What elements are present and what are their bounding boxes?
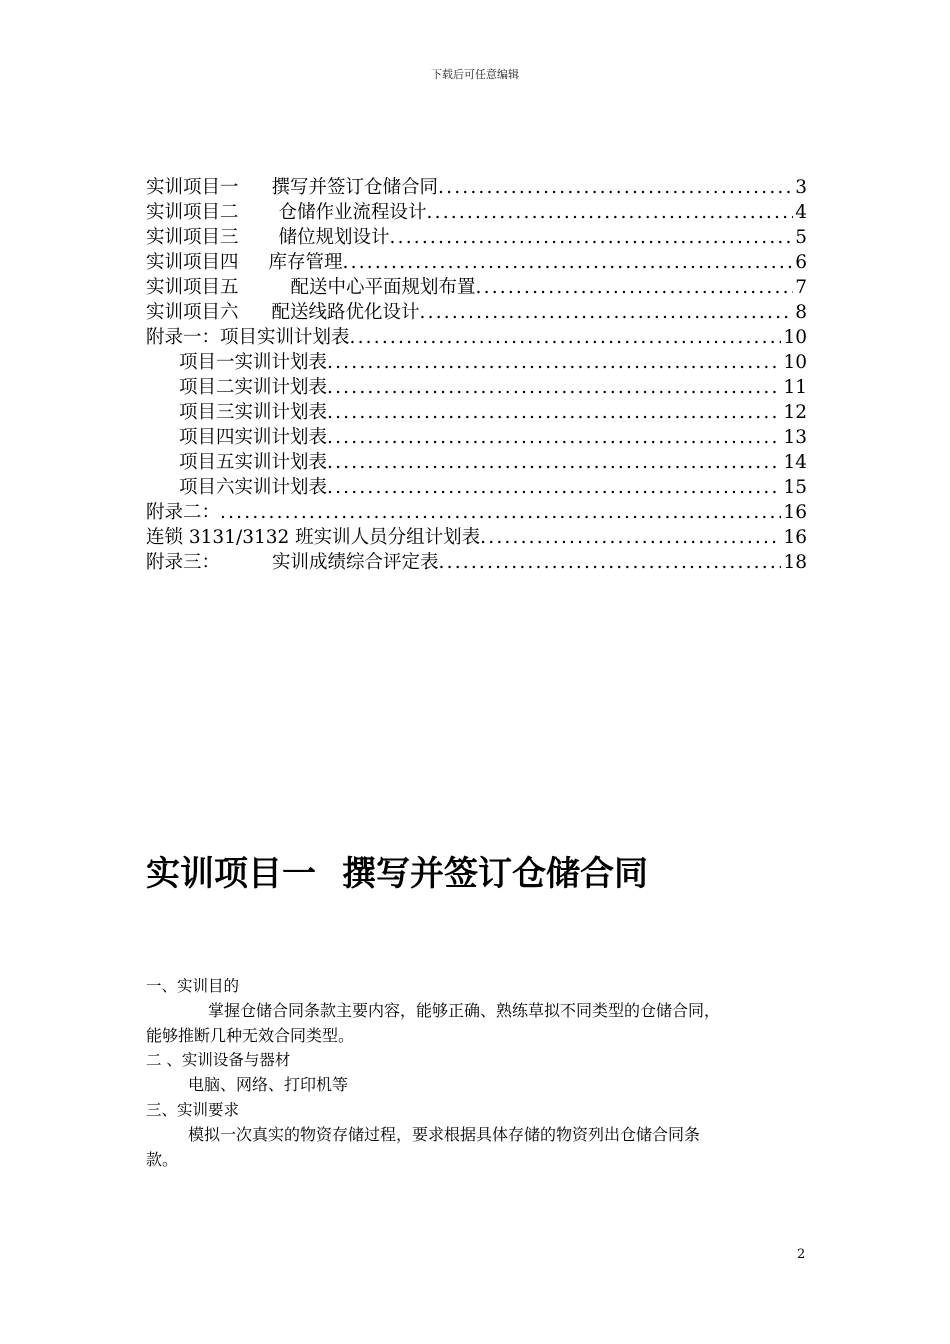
toc-leader-dots <box>327 450 781 475</box>
toc-page-number: 14 <box>783 452 807 473</box>
toc-entry-label: 项目五实训计划表 <box>179 452 328 473</box>
toc-entry[interactable] <box>146 425 807 450</box>
toc-entry-title: 撰写并签订仓储合同 <box>271 177 439 198</box>
toc-entry-text <box>146 275 476 300</box>
toc-leader-dots <box>480 525 781 550</box>
toc-page-number: 11 <box>783 377 807 398</box>
toc-page-number: 8 <box>795 302 807 323</box>
toc-page-number: 10 <box>783 352 807 373</box>
section-heading: 一、实训目的 <box>146 977 240 995</box>
title-project-number: 实训项目一 <box>146 854 316 894</box>
toc-page-number: 13 <box>783 427 807 448</box>
toc-page-number: 4 <box>795 202 807 223</box>
toc-leader-dots <box>476 275 794 300</box>
toc-entry[interactable] <box>146 300 807 325</box>
page-number: 2 <box>797 1247 806 1262</box>
toc-entry-text <box>146 250 343 275</box>
toc-entry[interactable] <box>146 325 807 350</box>
toc-entry-text <box>179 400 327 425</box>
page-header: 下载后可任意编辑 <box>431 68 519 81</box>
toc-entry-label: 连锁 3131/3132 班实训人员分组计划表 <box>146 527 481 548</box>
toc-entry-label: 实训项目四 <box>146 252 239 273</box>
toc-entry-text <box>146 550 439 575</box>
toc-entry[interactable] <box>146 550 807 575</box>
section-paragraph <box>146 998 811 1048</box>
toc-leader-dots <box>439 550 782 575</box>
toc-entry[interactable] <box>146 225 807 250</box>
section-paragraph <box>146 1122 811 1172</box>
toc-leader-dots <box>350 325 782 350</box>
toc-entry[interactable] <box>146 375 807 400</box>
toc-entry-text <box>179 425 327 450</box>
toc-entry-title: 配送线路优化设计 <box>271 302 420 323</box>
toc-entry-label: 项目六实训计划表 <box>179 477 328 498</box>
toc-page-number: 7 <box>795 277 807 298</box>
paragraph-line: 能够推断几种无效合同类型。 <box>146 1026 355 1045</box>
toc-entry[interactable] <box>146 275 807 300</box>
toc-entry-title: 仓储作业流程设计 <box>278 202 427 223</box>
toc-entry[interactable] <box>146 175 807 200</box>
paragraph-line: 掌握仓储合同条款主要内容，能够正确、熟练草拟不同类型的仓储合同， <box>208 1001 721 1020</box>
section-equipment <box>146 1048 811 1097</box>
toc-page-number: 3 <box>795 177 807 198</box>
toc-leader-dots <box>327 350 781 375</box>
toc-page-number: 12 <box>783 402 807 423</box>
toc-leader-dots <box>327 375 781 400</box>
toc-entry-label: 实训项目五 <box>146 277 239 298</box>
toc-leader-dots <box>427 200 794 225</box>
table-of-contents <box>146 175 807 575</box>
toc-leader-dots <box>343 250 794 275</box>
section-heading: 三、实训要求 <box>146 1101 240 1119</box>
toc-entry-label: 实训项目三 <box>146 227 239 248</box>
toc-entry-label: 实训项目二 <box>146 202 239 223</box>
toc-leader-dots <box>390 225 794 250</box>
toc-entry-text <box>179 450 327 475</box>
toc-entry-text <box>146 325 350 350</box>
toc-entry-label: 附录一：项目实训计划表 <box>146 327 350 348</box>
toc-page-number: 5 <box>795 227 807 248</box>
toc-entry-label: 实训项目六 <box>146 302 239 323</box>
toc-entry-text <box>146 525 480 550</box>
toc-entry-text <box>146 200 427 225</box>
toc-page-number: 15 <box>783 477 807 498</box>
toc-leader-dots <box>438 175 793 200</box>
toc-page-number: 16 <box>783 502 807 523</box>
toc-entry[interactable] <box>146 450 807 475</box>
toc-entry-text <box>146 175 438 200</box>
toc-entry-title: 库存管理 <box>268 252 343 273</box>
title-project-name: 撰写并签订仓储合同 <box>342 854 648 894</box>
section-objective <box>146 974 811 1048</box>
toc-entry-title: 配送中心平面规划布置 <box>290 277 476 298</box>
toc-entry[interactable] <box>146 400 807 425</box>
paragraph-line: 模拟一次真实的物资存储过程，要求根据具体存储的物资列出仓储合同条 <box>188 1125 701 1144</box>
toc-leader-dots <box>327 475 781 500</box>
toc-page-number: 18 <box>783 552 807 573</box>
toc-entry-title: 储位规划设计 <box>278 227 390 248</box>
toc-entry-text <box>179 350 327 375</box>
toc-page-number: 10 <box>783 327 807 348</box>
toc-entry-label: 项目四实训计划表 <box>179 427 328 448</box>
toc-entry[interactable] <box>146 500 807 525</box>
toc-entry-label: 项目一实训计划表 <box>179 352 328 373</box>
toc-entry-title: 实训成绩综合评定表 <box>272 552 439 573</box>
toc-entry-text <box>146 500 220 525</box>
toc-entry-text <box>146 300 420 325</box>
toc-leader-dots <box>327 425 781 450</box>
toc-leader-dots <box>420 300 794 325</box>
toc-entry-text <box>179 375 327 400</box>
toc-entry[interactable] <box>146 475 807 500</box>
toc-leader-dots <box>220 500 781 525</box>
toc-entry[interactable] <box>146 250 807 275</box>
paragraph-line: 款。 <box>146 1150 179 1169</box>
toc-entry[interactable] <box>146 200 807 225</box>
paragraph-line: 电脑、网络、打印机等 <box>188 1075 349 1094</box>
page-title <box>146 846 648 895</box>
toc-entry-text <box>179 475 327 500</box>
toc-page-number: 6 <box>795 252 807 273</box>
section-paragraph <box>146 1072 811 1097</box>
section-heading: 二 、实训设备与器材 <box>146 1051 291 1069</box>
toc-entry[interactable] <box>146 350 807 375</box>
toc-entry-label: 项目三实训计划表 <box>179 402 328 423</box>
toc-entry-label: 项目二实训计划表 <box>179 377 328 398</box>
toc-page-number: 16 <box>783 527 807 548</box>
toc-entry-label: 附录三： <box>146 552 221 573</box>
toc-entry[interactable] <box>146 525 807 550</box>
toc-leader-dots <box>327 400 781 425</box>
toc-entry-text <box>146 225 390 250</box>
section-requirements <box>146 1098 811 1172</box>
toc-entry-label: 实训项目一 <box>146 177 239 198</box>
toc-entry-label: 附录二： <box>146 502 221 523</box>
